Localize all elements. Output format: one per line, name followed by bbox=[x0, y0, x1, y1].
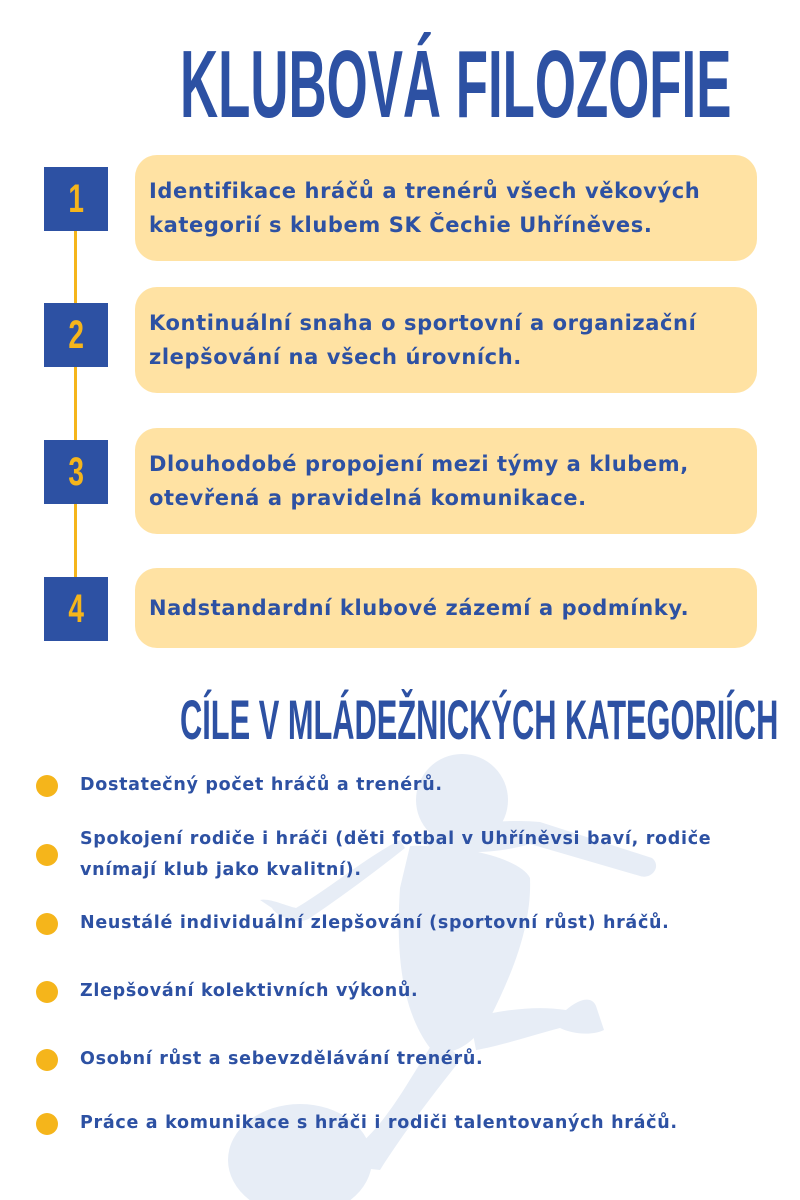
bullet-dot bbox=[36, 1113, 58, 1135]
bullet-dot bbox=[36, 844, 58, 866]
philosophy-card bbox=[135, 428, 757, 534]
step-number-badge bbox=[44, 167, 108, 231]
philosophy-text: Dlouhodobé propojení mezi týmy a klubem, otevřená a pravidelná komunikace. bbox=[149, 452, 689, 510]
philosophy-card bbox=[135, 568, 757, 648]
bullet-dot bbox=[36, 913, 58, 935]
step-number-badge bbox=[44, 440, 108, 504]
bullet-dot bbox=[36, 775, 58, 797]
step-number: 2 bbox=[68, 312, 84, 357]
step-number: 4 bbox=[68, 586, 84, 631]
goal-text: Zlepšování kolektivních výkonů. bbox=[80, 981, 419, 1001]
bullet-dot bbox=[36, 981, 58, 1003]
step-number-badge bbox=[44, 577, 108, 641]
goal-text: Práce a komunikace s hráči i rodiči talentovaných hráčů. bbox=[80, 1113, 678, 1133]
goal-text: Dostatečný počet hráčů a trenérů. bbox=[80, 775, 443, 795]
step-number: 1 bbox=[68, 176, 84, 221]
goal-item bbox=[36, 824, 776, 886]
philosophy-text: Nadstandardní klubové zázemí a podmínky. bbox=[149, 596, 690, 620]
step-number-badge bbox=[44, 303, 108, 367]
goals-title: CÍLE V MLÁDEŽNICKÝCH KATEGORIÍCH bbox=[180, 688, 779, 751]
page-title: KLUBOVÁ FILOZOFIE bbox=[180, 31, 732, 138]
goal-text: Neustálé individuální zlepšování (sportovní růst) hráčů. bbox=[80, 913, 670, 933]
goal-item bbox=[36, 1044, 776, 1075]
goal-text: Osobní růst a sebevzdělávání trenérů. bbox=[80, 1049, 484, 1069]
philosophy-card bbox=[135, 155, 757, 261]
philosophy-card bbox=[135, 287, 757, 393]
philosophy-text: Kontinuální snaha o sportovní a organizační zlepšování na všech úrovních. bbox=[149, 311, 697, 369]
timeline-line bbox=[74, 200, 77, 610]
bullet-dot bbox=[36, 1049, 58, 1071]
philosophy-text: Identifikace hráčů a trenérů všech věkových kategorií s klubem SK Čechie Uhříněves. bbox=[149, 179, 701, 237]
goal-item bbox=[36, 770, 776, 801]
goal-item bbox=[36, 976, 776, 1007]
step-number: 3 bbox=[68, 449, 84, 494]
goal-item bbox=[36, 908, 776, 939]
goal-text: Spokojení rodiče i hráči (děti fotbal v Uhříněvsi baví, rodiče vnímají klub jako kvalitní). bbox=[80, 829, 712, 880]
goal-item bbox=[36, 1108, 776, 1139]
